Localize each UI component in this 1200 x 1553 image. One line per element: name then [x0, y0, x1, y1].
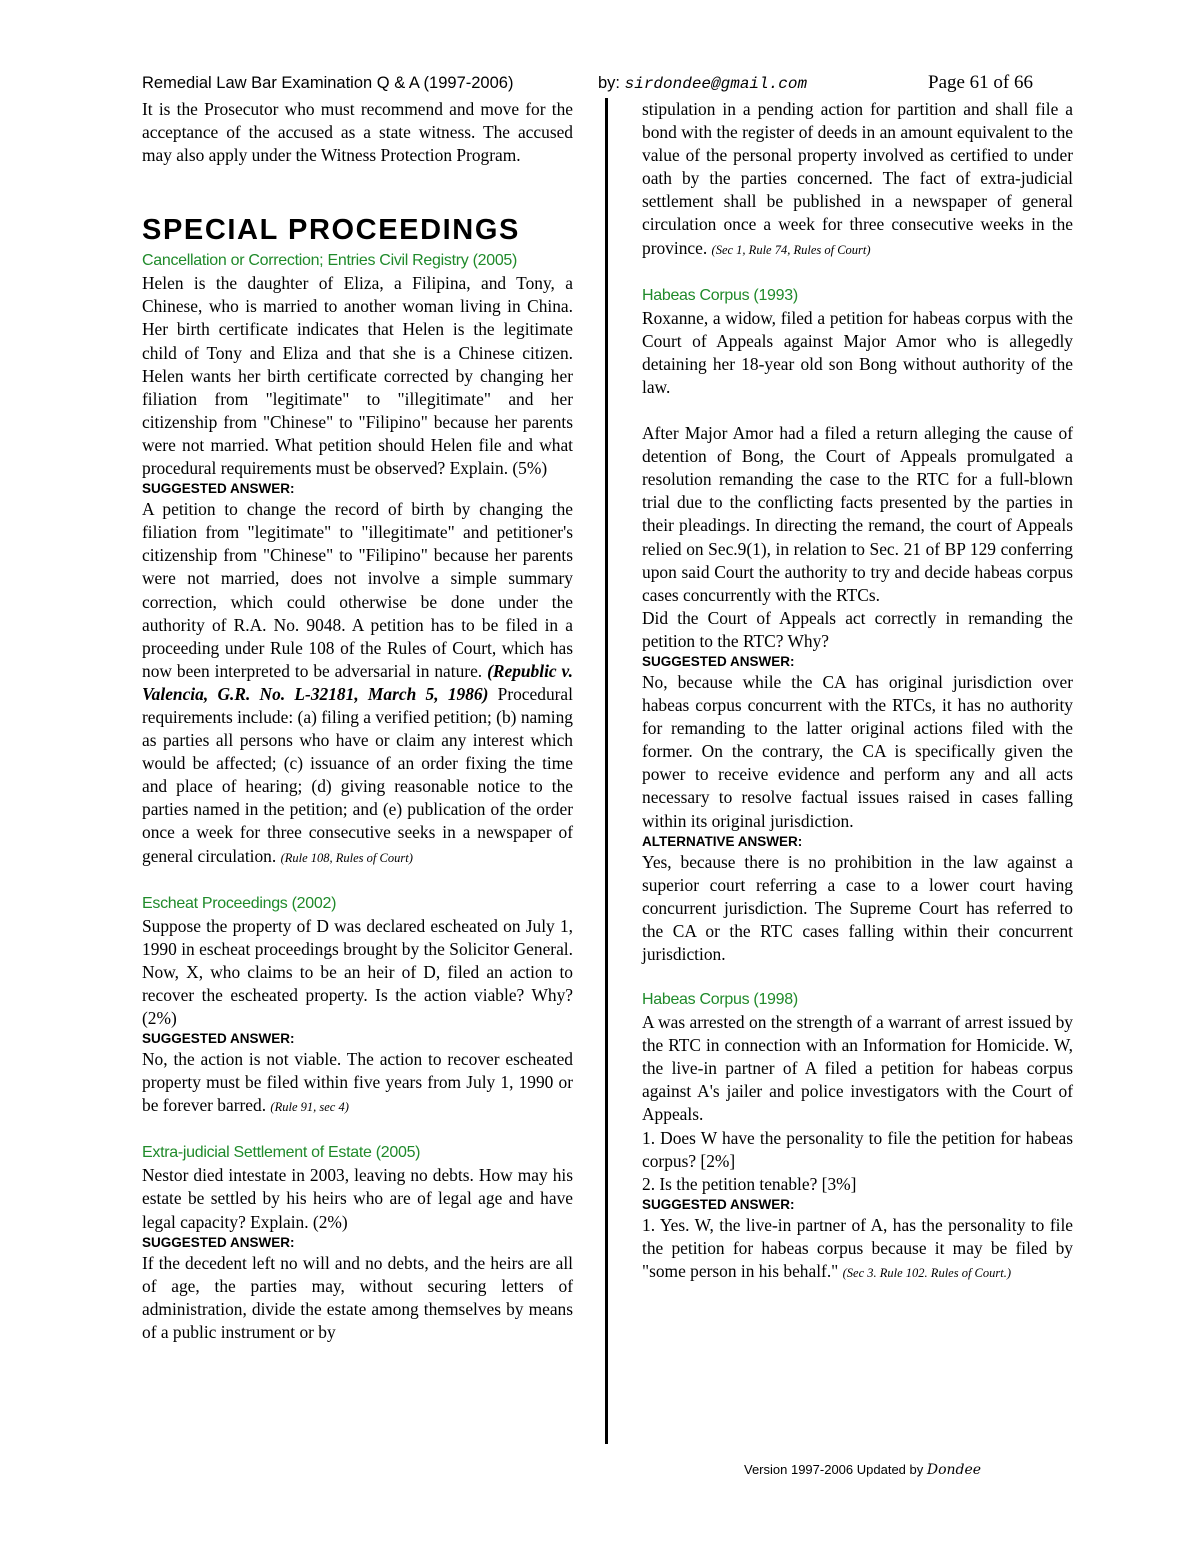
- question-heading: Habeas Corpus (1998): [642, 991, 798, 1009]
- question-text: After Major Amor had a filed a return alleging the cause of detention of Bong, the Court of Appeals promulgated a resolution remanding the case to the RTC for a full-blown trial due to the conflicting facts presented by the parties in their pleadings. In directing the remand, the court of Appeals relied on Sec.9(1), in relation to Sec. 21 of BP 129 conferring upon said Court the authority to try and decide habeas corpus cases concurrently with the RTCs.: [642, 423, 1073, 605]
- answer-text: If the decedent left no will and no debts, and the heirs are all of age, the parties may, without securing letters of administration, divide the estate among themselves by means of a public instrument or by: [142, 1252, 573, 1342]
- intro-paragraph: It is the Prosecutor who must recommend and move for the acceptance of the accused as a state witness. The accused may also apply under the Witness Protection Program.: [142, 99, 573, 166]
- page-header: [142, 74, 1062, 100]
- answer-label: SUGGESTED ANSWER:: [142, 1031, 295, 1047]
- question-heading: Habeas Corpus (1993): [642, 286, 798, 304]
- section-title: SPECIAL PROCEEDINGS: [142, 214, 520, 247]
- case-citation: (Republic v. Valencia, G.R. No. L-32181, March 5, 1986): [142, 660, 573, 704]
- answer-label: SUGGESTED ANSWER:: [642, 1196, 795, 1212]
- answer-continuation: stipulation in a pending action for partition and shall file a bond with the register of deeds in an amount equivalent to the value of the personal property involved as certified to under oath by the parties concerned. The fact of extra-judicial settlement shall be published in a newspaper of general circulation once a week for three consecutive weeks in the province. (Sec 1, Rule 74, Rules of Court): [642, 99, 1073, 258]
- question-text: Did the Court of Appeals act correctly in remanding the petition to the RTC? Why?: [642, 607, 1073, 651]
- column-divider: [605, 98, 608, 1444]
- alternative-answer-text: Yes, because there is no prohibition in the law against a superior court referring a case to a lower court having concurrent jurisdiction. The Supreme Court has referred to the CA or the RTC cases falling within their concurrent jurisdiction.: [642, 851, 1073, 964]
- question-item: 1. Does W have the personality to file the petition for habeas corpus? [2%]: [642, 1127, 1073, 1171]
- answer-text: 1. Yes. W, the live-in partner of A, has the personality to file the petition for habeas corpus because it may be filed by "some person in his behalf." (Sec 3. Rule 102. Rules of Court.): [642, 1214, 1073, 1282]
- question-text: Roxanne, a widow, filed a petition for habeas corpus with the Court of Appeals against Major Amor who is allegedly detaining her 18-year old son Bong without authority of the law.: [642, 307, 1073, 397]
- alternative-answer-label: ALTERNATIVE ANSWER:: [642, 833, 803, 849]
- author-credit: [598, 74, 807, 93]
- footer-signature: Dondee: [926, 1462, 982, 1478]
- left-column: [142, 98, 573, 1344]
- answer-text: A petition to change the record of birth by changing the filiation from "legitimate" to "illegitimate" and petitioner's citizenship from "Chinese" to "Filipino" because her parents were not married, does not involve a simple summary correction, which could otherwise be done under the authority of R.A. No. 9048. A petition has to be filed in a proceeding under Rule 108 of the Rules of Court, which has now been interpreted to be adversarial in nature. (Republic v. Valencia, G.R. No. L-32181, March 5, 1986) Procedural requirements include: (a) filing a verified petition; (b) naming as parties all persons who have or claim any interest which would be affected; (c) issuance of an order fixing the time and place of hearing; (d) giving reasonable notice to the parties named in the petition; and (e) publication of the order once a week for three consecutive seeks in a newspaper of general circulation. (Rule 108, Rules of Court): [142, 499, 573, 866]
- answer-text: No, the action is not viable. The action to recover escheated property must be filed within five years from July 1, 1990 or be forever barred. (Rule 91, sec 4): [142, 1049, 573, 1116]
- question-text: Suppose the property of D was declared escheated on July 1, 1990 in escheat proceedings brought by the Solicitor General. Now, X, who claims to be an heir of D, filed an action to recover the escheated property. Is the action viable? Why? (2%): [142, 915, 573, 1028]
- by-label: by:: [598, 74, 621, 92]
- rule-citation: (Sec 3. Rule 102. Rules of Court.): [842, 1266, 1012, 1281]
- question-heading: Cancellation or Correction; Entries Civil Registry (2005): [142, 252, 518, 270]
- answer-label: SUGGESTED ANSWER:: [142, 481, 295, 497]
- question-item: 2. Is the petition tenable? [3%]: [642, 1173, 857, 1194]
- question-text: Helen is the daughter of Eliza, a Filipina, and Tony, a Chinese, who is married to another woman living in China. Her birth certificate indicates that Helen is the legitimate child of Tony and Eliza and that she is a Chinese citizen. Helen wants her birth certificate corrected by changing her filiation from "legitimate" to "illegitimate" and her citizenship from "Chinese" to "Filipino" because her parents were not married. What petition should Helen file and what procedural requirements must be observed? Explain. (5%): [142, 273, 573, 479]
- question-text: A was arrested on the strength of a warrant of arrest issued by the RTC in connection with an Information for Homicide. W, the live-in partner of A filed a petition for habeas corpus against A's jailer and police investigators with the Court of Appeals.: [642, 1012, 1073, 1125]
- question-heading: Escheat Proceedings (2002): [142, 894, 337, 912]
- rule-citation: (Rule 108, Rules of Court): [280, 850, 413, 865]
- question-text: Nestor died intestate in 2003, leaving no debts. How may his estate be settled by his heirs who are of legal age and have legal capacity? Explain. (2%): [142, 1165, 573, 1232]
- rule-citation: (Rule 91, sec 4): [270, 1100, 349, 1115]
- answer-label: SUGGESTED ANSWER:: [142, 1234, 295, 1250]
- page-number: Page 61 of 66: [928, 72, 1034, 93]
- page-footer: [744, 1462, 981, 1478]
- document-title: Remedial Law Bar Examination Q & A (1997-2006): [142, 74, 514, 92]
- answer-label: SUGGESTED ANSWER:: [642, 653, 795, 669]
- answer-text: No, because while the CA has original jurisdiction over habeas corpus concurrent with the RTCs, it has no authority for remanding to the latter original actions filed with the former. On the contrary, the CA is specifically given the power to receive evidence and perform any and all acts necessary to resolve factual issues raised in cases falling within its original jurisdiction.: [642, 671, 1073, 831]
- footer-text: Version 1997-2006 Updated by: [744, 1462, 927, 1477]
- question-heading: Extra-judicial Settlement of Estate (2005): [142, 1144, 421, 1162]
- author-email: sirdondee@gmail.com: [624, 75, 808, 93]
- right-column: [642, 98, 1073, 1285]
- rule-citation: (Sec 1, Rule 74, Rules of Court): [711, 242, 871, 257]
